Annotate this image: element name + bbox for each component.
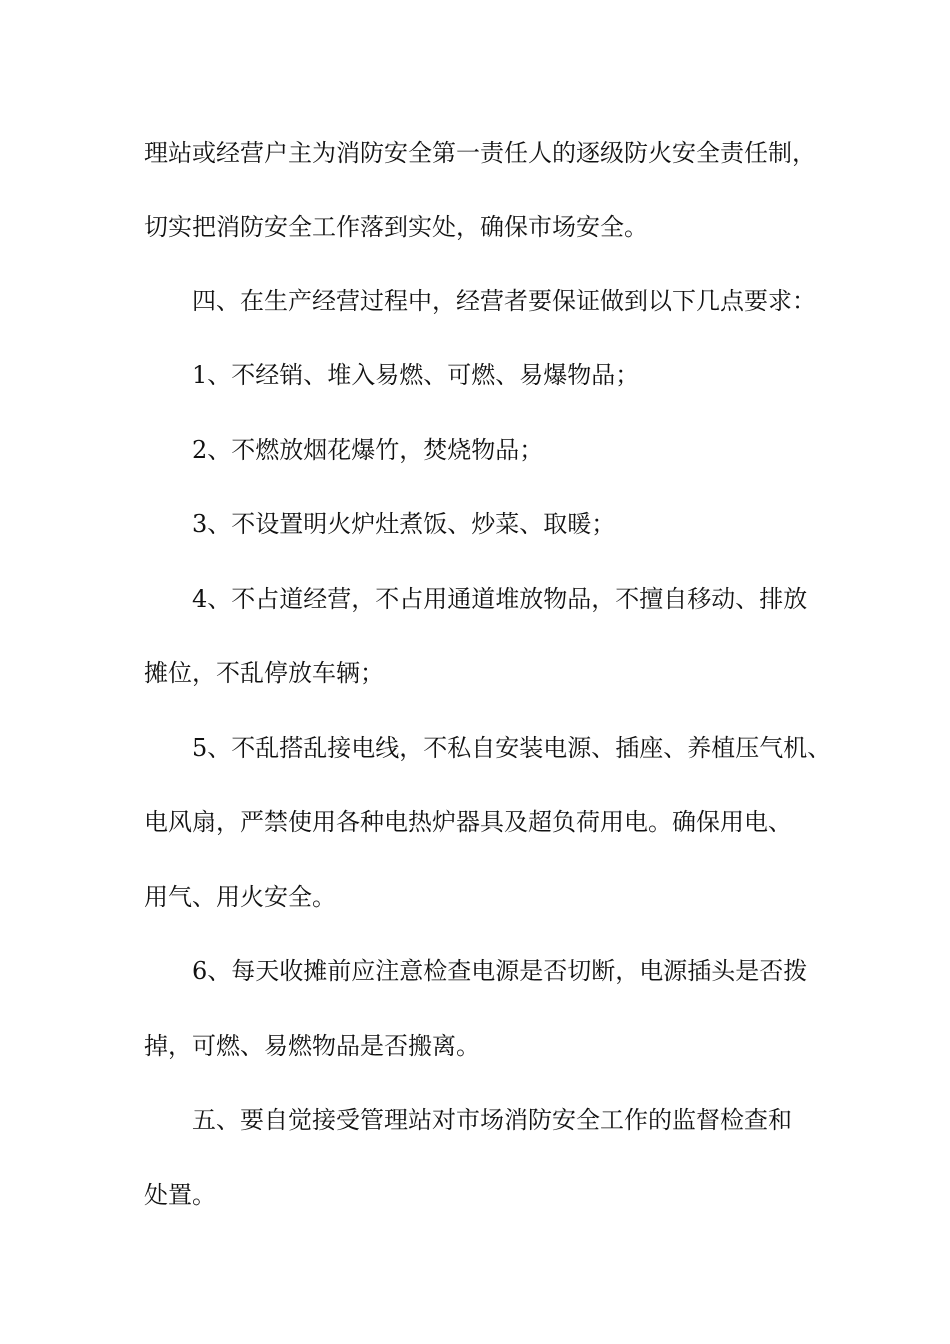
list-item: 6、每天收摊前应注意检查电源是否切断，电源插头是否拨 <box>192 957 808 985</box>
text-line: 切实把消防安全工作落到实处，确保市场安全。 <box>144 213 648 241</box>
text-line: 用气、用火安全。 <box>144 883 336 911</box>
section-heading: 四、在生产经营过程中，经营者要保证做到以下几点要求： <box>192 287 816 315</box>
list-item: 3、不设置明火炉灶煮饭、炒菜、取暖； <box>192 510 616 538</box>
list-item: 4、不占道经营，不占用通道堆放物品，不擅自移动、排放 <box>192 585 808 613</box>
section-heading: 五、要自觉接受管理站对市场消防安全工作的监督检查和 <box>192 1106 792 1134</box>
text-line: 电风扇，严禁使用各种电热炉器具及超负荷用电。确保用电、 <box>144 808 792 836</box>
text-line: 理站或经营户主为消防安全第一责任人的逐级防火安全责任制， <box>144 139 816 167</box>
text-line: 处置。 <box>144 1181 216 1209</box>
list-item: 2、不燃放烟花爆竹，焚烧物品； <box>192 436 544 464</box>
text-line: 掉，可燃、易燃物品是否搬离。 <box>144 1032 480 1060</box>
list-item: 5、不乱搭乱接电线，不私自安装电源、插座、养植压气机、 <box>192 734 832 762</box>
text-line: 摊位，不乱停放车辆； <box>144 659 384 687</box>
list-item: 1、不经销、堆入易燃、可燃、易爆物品； <box>192 361 640 389</box>
